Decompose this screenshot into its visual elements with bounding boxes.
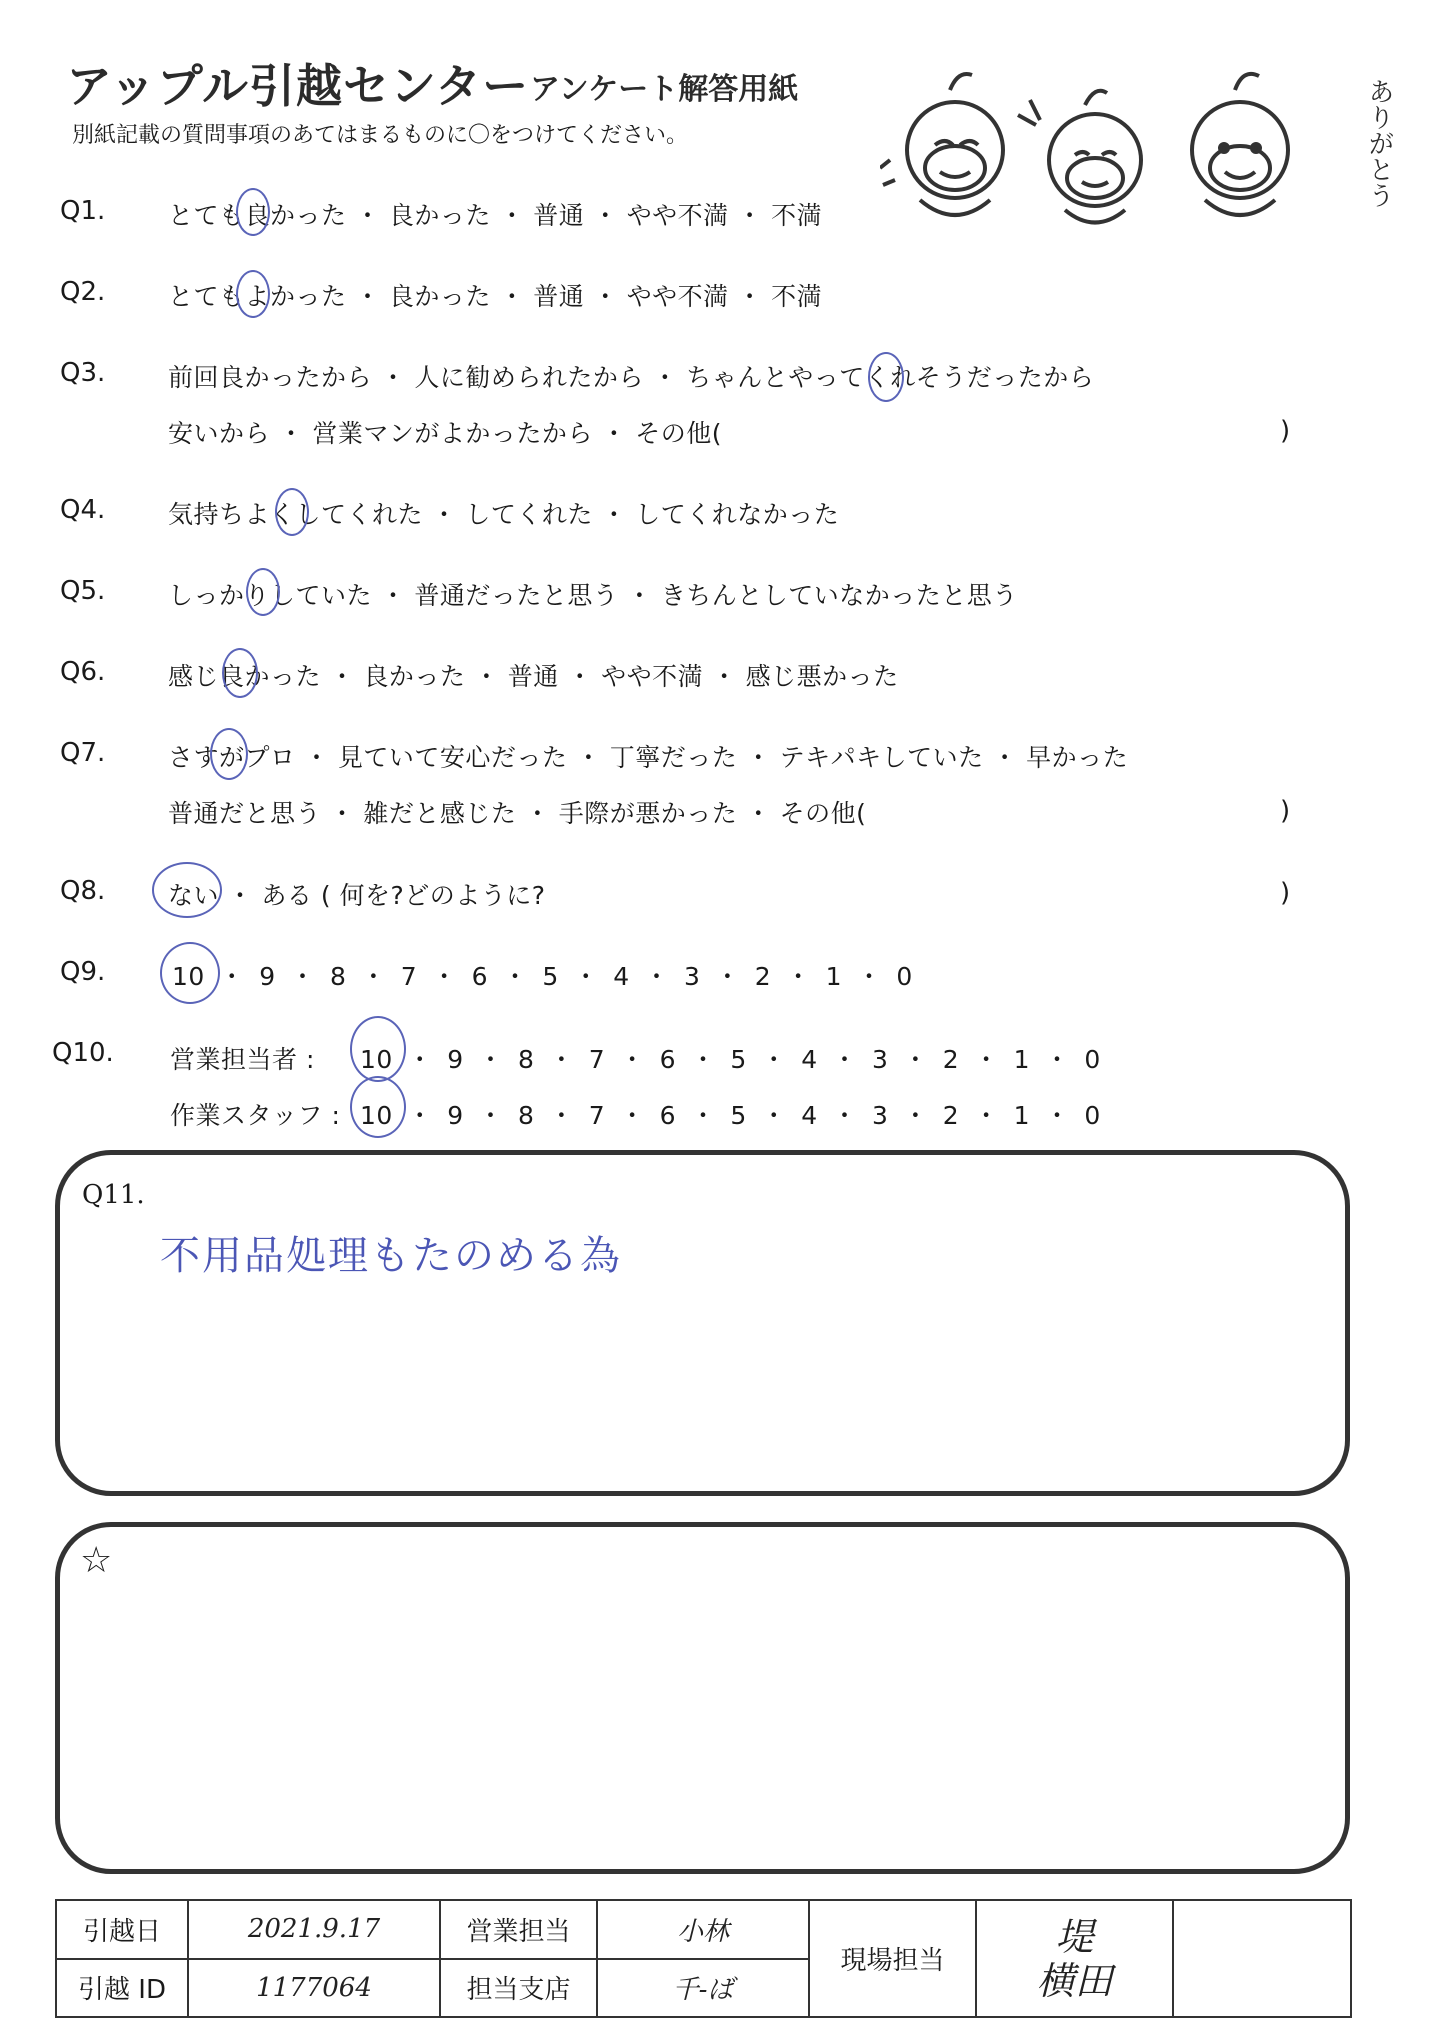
question-options-q9[interactable]: 10 ・ 9 ・ 8 ・ 7 ・ 6 ・ 5 ・ 4 ・ 3 ・ 2 ・ 1 ・ 0 xyxy=(172,962,913,991)
question-options-q7[interactable]: さすがプロ ・ 見ていて安心だった ・ 丁寧だった ・ テキパキしていた ・ 早かった xyxy=(168,743,1129,772)
form-title: アップル引越センター xyxy=(66,59,530,113)
moving-id-value: 1177064 xyxy=(188,1959,440,2018)
site-rep-name-1: 堤 xyxy=(1055,1914,1094,1959)
sales-rep-rating-options[interactable]: 10 ・ 9 ・ 8 ・ 7 ・ 6 ・ 5 ・ 4 ・ 3 ・ 2 ・ 1 ・ 0 xyxy=(360,1045,1101,1074)
moving-date-value: 2021.9.17 xyxy=(188,1900,440,1959)
blank-cell xyxy=(1173,1900,1351,2017)
answer-circle-mark xyxy=(246,568,280,616)
q11-answer-box[interactable] xyxy=(55,1150,1350,1496)
question-label-q9: Q9. xyxy=(60,957,106,987)
site-rep-value xyxy=(976,1900,1173,2017)
work-staff-rating-label: 作業スタッフ : xyxy=(170,1101,341,1130)
comment-box[interactable] xyxy=(55,1522,1350,1874)
question-options-q3-row2[interactable]: 安いから ・ 営業マンがよかったから ・ その他( xyxy=(168,419,723,448)
sales-rep-label: 営業担当 xyxy=(440,1900,597,1959)
answer-circle-mark xyxy=(350,1076,406,1138)
form-subtitle: アンケート解答用紙 xyxy=(530,72,799,107)
answer-circle-mark xyxy=(275,488,309,536)
question-label-q8: Q8. xyxy=(60,876,106,906)
question-options-q5[interactable]: しっかりしていた ・ 普通だったと思う ・ きちんとしていなかったと思う xyxy=(168,581,1018,610)
question-label-q7: Q7. xyxy=(60,738,106,768)
answer-circle-mark xyxy=(160,942,220,1004)
close-paren: ) xyxy=(1280,416,1291,446)
branch-value: 千-ば xyxy=(597,1959,809,2018)
question-label-q3: Q3. xyxy=(60,358,106,388)
sales-rep-rating-label: 営業担当者 : xyxy=(170,1045,315,1074)
question-label-q5: Q5. xyxy=(60,576,106,606)
question-options-q7-row2[interactable]: 普通だと思う ・ 雑だと感じた ・ 手際が悪かった ・ その他( xyxy=(168,799,867,828)
question-options-q2[interactable]: とてもよかった ・ 良かった ・ 普通 ・ やや不満 ・ 不満 xyxy=(168,282,823,311)
answer-circle-mark xyxy=(236,188,270,236)
footer-info-table xyxy=(55,1899,1352,2018)
question-options-q4[interactable]: 気持ちよくしてくれた ・ してくれた ・ してくれなかった xyxy=(168,500,840,529)
close-paren: ) xyxy=(1280,796,1291,826)
answer-circle-mark xyxy=(152,862,222,918)
question-label-q6: Q6. xyxy=(60,657,106,687)
q11-handwritten-answer: 不用品処理もたのめる為 xyxy=(160,1233,622,1279)
thanks-text: ありがとう xyxy=(1364,78,1394,208)
sales-rep-value: 小林 xyxy=(597,1900,809,1959)
branch-label: 担当支店 xyxy=(440,1959,597,2018)
answer-circle-mark xyxy=(236,270,270,318)
answer-circle-mark xyxy=(350,1016,406,1082)
question-label-q2: Q2. xyxy=(60,277,106,307)
answer-circle-mark xyxy=(210,728,248,780)
moving-id-label: 引越 ID xyxy=(56,1959,188,2018)
answer-circle-mark xyxy=(222,648,258,698)
question-label-q4: Q4. xyxy=(60,495,106,525)
question-label-q10: Q10. xyxy=(52,1038,114,1068)
star-icon: ☆ xyxy=(80,1540,113,1581)
site-rep-name-2: 横田 xyxy=(1036,1958,1113,2003)
q11-label: Q11. xyxy=(82,1180,145,1210)
work-staff-rating-options[interactable]: 10 ・ 9 ・ 8 ・ 7 ・ 6 ・ 5 ・ 4 ・ 3 ・ 2 ・ 1 ・ 0 xyxy=(360,1101,1101,1130)
question-options-q8[interactable]: ない ・ ある ( 何を?どのように? xyxy=(168,881,546,910)
instruction-text: 別紙記載の質問事項のあてはまるものに〇をつけてください。 xyxy=(72,123,689,148)
question-label-q1: Q1. xyxy=(60,196,106,226)
monkey-mascots-illustration xyxy=(880,60,1350,240)
question-options-q6[interactable]: 感じ良かった ・ 良かった ・ 普通 ・ やや不満 ・ 感じ悪かった xyxy=(168,662,899,691)
answer-circle-mark xyxy=(868,352,904,402)
close-paren: ) xyxy=(1280,878,1291,908)
question-options-q1[interactable]: とても良かった ・ 良かった ・ 普通 ・ やや不満 ・ 不満 xyxy=(168,201,823,230)
question-options-q3[interactable]: 前回良かったから ・ 人に勧められたから ・ ちゃんとやってくれそうだったから xyxy=(168,363,1095,392)
site-rep-label: 現場担当 xyxy=(809,1900,976,2017)
moving-date-label: 引越日 xyxy=(56,1900,188,1959)
